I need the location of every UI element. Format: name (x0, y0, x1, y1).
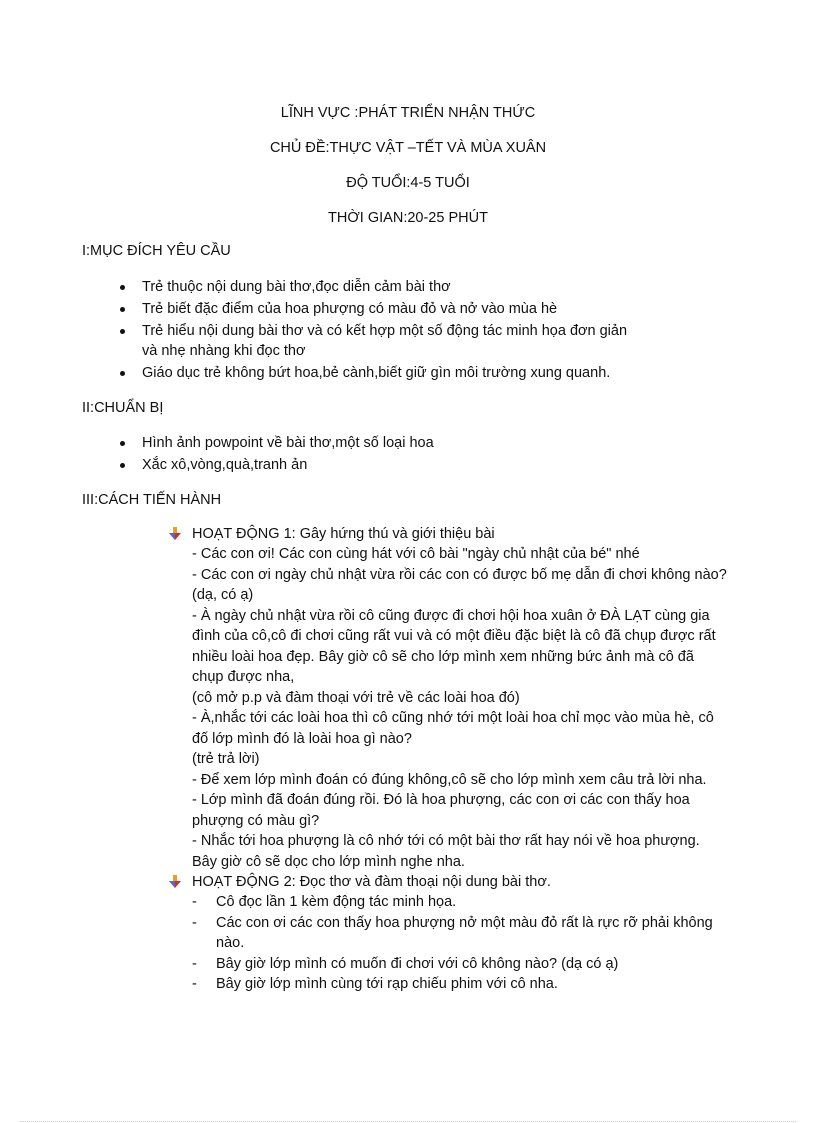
list-item: Trẻ biết đặc điểm của hoa phượng có màu đỏ và nở vào mùa hè (82, 299, 722, 319)
topic-title: CHỦ ĐỀ:THỰC VẬT –TẾT VÀ MÙA XUÂN (269, 140, 547, 156)
section-objectives-heading: I:MỤC ĐÍCH YÊU CẦU (82, 243, 231, 259)
activity-1-body (168, 544, 728, 872)
list-item: - Cô đọc lần 1 kèm động tác minh họa. (192, 894, 457, 910)
round-bullet-icon (120, 441, 125, 446)
round-bullet-icon (120, 285, 125, 290)
paragraph: - À,nhắc tới các loài hoa thì cô cũng nhớ tới một loài hoa chỉ mọc vào mùa hè, cô đố lớp mình đó là loài hoa gì nào? (192, 710, 714, 747)
paragraph: - Các con ơi ngày chủ nhật vừa rồi các con có được bố mẹ dẫn đi chơi không nào? (192, 566, 727, 583)
paragraph: - Các con ơi! Các con cùng hát với cô bài "ngày chủ nhật của bé" nhé (192, 546, 640, 562)
list-item: - Các con ơi các con thấy hoa phượng nở một màu đỏ rất là rực rỡ phải không nào. (192, 914, 713, 951)
objectives-list (82, 277, 722, 385)
duration-title: THỜI GIAN:20-25 PHÚT (328, 210, 488, 226)
list-item: Trẻ thuộc nội dung bài thơ,đọc diễn cảm bài thơ (82, 277, 722, 297)
preparation-list (82, 433, 722, 477)
round-bullet-icon (120, 307, 125, 312)
round-bullet-icon (120, 329, 125, 334)
activity-2-heading: HOẠT ĐỘNG 2: Đọc thơ và đàm thoại nội dung bài thơ. (168, 872, 728, 892)
round-bullet-icon (120, 463, 125, 468)
paragraph: - À ngày chủ nhật vừa rồi cô cũng được đi chơi hội hoa xuân ở ĐÀ LẠT cùng gia đình của cô,cô đi chơi cũng rất vui và có một điều đặc biệt là cô đã chụp được rất nhiều loài hoa đẹp. Bây giờ cô sẽ cho lớp mình xem những bức ảnh mà cô đã chụp được nha, (192, 607, 716, 685)
arrow-bullet-icon (168, 875, 182, 889)
paragraph: (dạ, có ạ) (192, 587, 254, 603)
paragraph: (cô mở p.p và đàm thoại với trẻ về các loài hoa đó) (192, 689, 520, 706)
paragraph: - Lớp mình đã đoán đúng rồi. Đó là hoa phượng, các con ơi các con thấy hoa phượng có màu gì? (192, 792, 690, 829)
section-preparation-heading: II:CHUẨN BỊ (82, 400, 164, 416)
activity-1 (168, 524, 728, 995)
list-item: Trẻ hiểu nội dung bài thơ và có kết hợp một số động tác minh họa đơn giản và nhẹ nhàng khi đọc thơ (82, 321, 722, 361)
list-item: - Bây giờ lớp mình cùng tới rạp chiếu phim với cô nha. (192, 976, 558, 992)
paragraph: - Nhắc tới hoa phượng là cô nhớ tới có một bài thơ rất hay nói về hoa phượng. Bây giờ cô sẽ dọc cho lớp mình nghe nha. (192, 833, 700, 870)
activity-1-heading: HOẠT ĐỘNG 1: Gây hứng thú và giới thiệu bài (168, 524, 728, 544)
subject-area-title: LĨNH VỰC :PHÁT TRIỂN NHẬN THỨC (280, 105, 536, 121)
list-item: Hình ảnh powpoint về bài thơ,một số loại hoa (82, 433, 722, 453)
paragraph: - Để xem lớp mình đoán có đúng không,cô sẽ cho lớp mình xem câu trả lời nha. (192, 771, 707, 788)
arrow-bullet-icon (168, 527, 182, 541)
page-bottom-rule (20, 1121, 796, 1122)
activity-2-list (168, 892, 728, 995)
list-item: - Bây giờ lớp mình có muốn đi chơi với cô không nào? (dạ có ạ) (192, 955, 619, 972)
age-title: ĐỘ TUỔI:4-5 TUỔI (346, 175, 470, 191)
paragraph: (trẻ trả lời) (192, 751, 260, 767)
list-item: Giáo dục trẻ không bứt hoa,bẻ cành,biết giữ gìn môi trường xung quanh. (82, 363, 722, 383)
list-item: Xắc xô,vòng,quà,tranh ản (82, 455, 722, 475)
round-bullet-icon (120, 371, 125, 376)
section-procedure-heading: III:CÁCH TIẾN HÀNH (82, 492, 222, 508)
